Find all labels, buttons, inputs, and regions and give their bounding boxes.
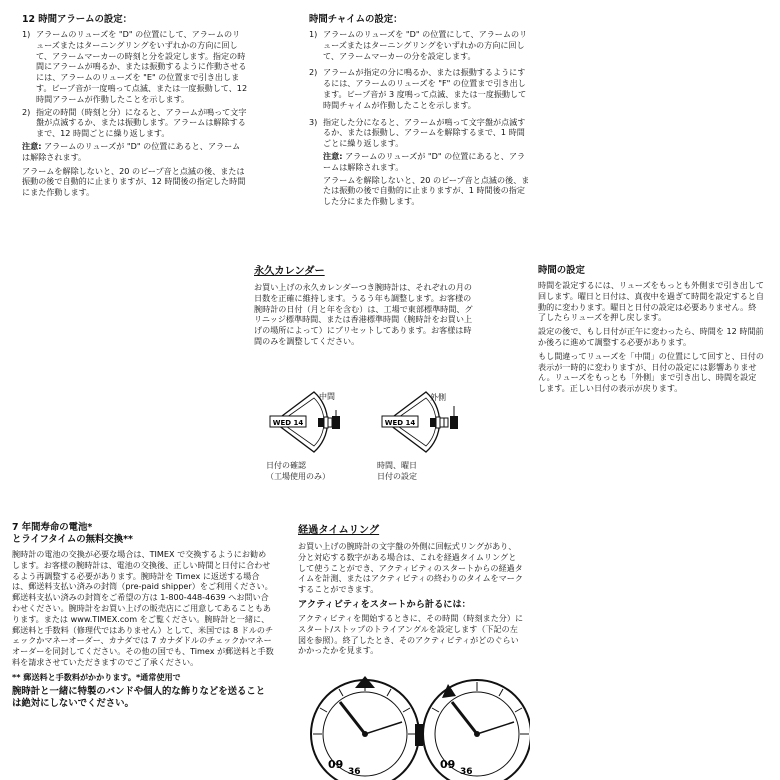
timeset-p1: 時間を設定するには、リューズをもっとも外側まで引き出して回します。曜日と日付は、真夜中を過ぎて時間を設定すると自動的に変わります。曜日と日付の設定は必要ありません。終了したらリューズを押し戻します。 xyxy=(538,280,764,323)
caption-line: 日付の確認 xyxy=(266,461,306,470)
date-window-text: WED 14 xyxy=(384,419,416,427)
timeset-title: 時間の設定 xyxy=(538,265,585,276)
bezel-number: 09 xyxy=(328,758,344,771)
alarm-section xyxy=(22,14,248,201)
list-item xyxy=(309,29,531,61)
alarm-title: 12 時間アラームの設定： xyxy=(22,14,133,25)
caption-left xyxy=(266,461,330,482)
alarm-steps xyxy=(22,29,248,139)
chime-extra: アラームを解除しないと、20 のビープ音と点滅の後、または振動の後で自動的に止まりますが、1 時間後の指定した分にまた作動します。 xyxy=(323,174,530,207)
step-number: 1) xyxy=(309,29,318,39)
alarm-note xyxy=(22,141,248,163)
alarm-extra: アラームを解除しないと、20 のビープ音と点滅の後、または振動の後で自動的に止まりますが、12 時間後の指定した時間にまた作動します。 xyxy=(22,165,246,198)
caption-line: 日付の設定 xyxy=(377,471,417,481)
list-item xyxy=(22,107,248,139)
calendar-title: 永久カレンダー xyxy=(254,266,325,277)
elapsed-section xyxy=(298,524,524,659)
note-text: アラームのリューズが "D" の位置にあると、アラームは解除されます。 xyxy=(323,150,526,172)
caption-right xyxy=(377,461,417,482)
caption-line: （工場使用のみ） xyxy=(266,471,330,481)
crown-diagram xyxy=(262,380,472,460)
chime-note xyxy=(323,151,531,173)
label-middle: 中間 xyxy=(319,392,335,401)
step-text: アラームが指定の分に鳴るか、または振動するようにするには、アラームのリューズを "F" の位置まで引き出します。ビープ音が 3 度鳴って点滅、または一度振動して時間チャイムが作動したことを示します。 xyxy=(323,67,527,110)
step-text: アラームのリューズを "D" の位置にして、アラームのリューズまたはターニングリングをいずれかの方向に回して、アラームマーカーの分を設定します。 xyxy=(323,29,528,61)
chime-steps xyxy=(309,29,531,207)
step-number: 1) xyxy=(22,29,31,39)
bezel-diagram-left xyxy=(311,676,423,780)
elapsed-text-2: アクティビティを開始するときに、その時間（時刻また分）にスタート/ストップのトライアングルを設定します（下記の左図を参照）。終了したとき、そのアクティビティがどのぐらいかかったかを見ます。 xyxy=(298,612,524,656)
battery-title-1: 7 年間寿命の電池* xyxy=(12,522,93,533)
bezel-number: 36 xyxy=(460,767,473,777)
label-outer: 外側 xyxy=(430,393,446,402)
step-number: 2) xyxy=(309,67,318,78)
battery-text: 腕時計の電池の交換が必要な場合は、TIMEX で交換するようにお勧めします。お客様の腕時計は、電池の交換後、正しい時間と日付に合わせるよう再調整する必要があります。腕時計を Timex に返送する場合は、郵送料支払い済みの封筒（pre-paid shipper）をご利用ください。郵送料支払い済みの封筒をご希望の方は 1-800-448-4639 へお問い合わせください。腕時計をお買い上げの販売店にご用意してあることもあります。または www.TIMEX.com をご覧ください。腕時計と一緒に、郵送料と手数料（修理代ではありません）として、米国では 8 ドルのチェックかマネーオーダー、カナダでは 7 カナダドルのチェックかマネーオーダーを同封してください。その他の国でも、Timex が郵送料と手数料を請求させていただきますのでご了承ください。 xyxy=(12,549,274,667)
note-text: アラームのリューズが "D" の位置にあると、アラームは解除されます。 xyxy=(22,140,241,162)
bezel-diagram xyxy=(310,664,530,780)
battery-warning: 腕時計と一緒に特製のバンドや個人的な飾りなどを送ることは絶対にしないでください。 xyxy=(12,685,266,709)
calendar-text: お買い上げの永久カレンダーつき腕時計は、それぞれの月の日数を正確に維持します。うるう年も調整します。お客様の腕時計の日付（月と年を含む）は、工場で東部標準時間、グリニッジ標準時間、または香港標準時間（腕時計をお買い上げの場所によって）にプリセットしてあります。お客様は時間のみを調整してください。 xyxy=(254,282,473,346)
bezel-number: 36 xyxy=(348,767,361,777)
chime-section xyxy=(309,14,531,209)
list-item xyxy=(22,29,248,105)
caption-line: 時間、曜日 xyxy=(377,461,417,470)
battery-title-2: とライフタイムの無料交換** xyxy=(12,534,133,545)
elapsed-title: 経過タイムリング xyxy=(298,525,380,536)
list-item xyxy=(309,117,531,207)
step-text: 指定の時間（時刻と分）になると、アラームが鳴って文字盤が点滅するか、または振動します。アラームは解除するまで、12 時間ごとに繰り返します。 xyxy=(36,106,247,139)
timeset-p2: 設定の後で、もし日付が正午に変わったら、時間を 12 時間前か後ろに進めて調整する必要があります。 xyxy=(538,326,764,347)
calendar-section xyxy=(254,265,476,350)
battery-section xyxy=(12,522,274,713)
note-label: 注意: xyxy=(22,140,42,151)
step-number: 3) xyxy=(309,116,318,127)
bezel-number: 09 xyxy=(440,758,456,771)
step-number: 2) xyxy=(22,106,31,117)
crown-diagram-outer xyxy=(382,392,458,452)
timeset-p3: もし間違ってリューズを「中間」の位置にして回すと、日付の表示が一時的に変わりますが、日付の設定には影響ありません。リューズをもっとも「外側」まで引き出し、時間を設定します。正しい日付の表示が戻ります。 xyxy=(538,350,764,394)
elapsed-text: お買い上げの腕時計の文字盤の外側に回転式リングがあり、分と対応する数字がある場合は、これを経過タイムリングとして使うことができ、アクティビティのスタートからの経過タイムを計測、またはアクティビティの終わりのタイムをマークすることができます。 xyxy=(298,541,523,595)
timeset-section xyxy=(538,265,764,397)
date-window-text: WED 14 xyxy=(272,419,304,427)
battery-footnote: ** 郵送料と手数料がかかります。*通常使用で xyxy=(12,671,181,682)
list-item xyxy=(309,67,531,110)
elapsed-subtitle: アクティビティをスタートから計るには： xyxy=(298,598,471,610)
note-label: 注意: xyxy=(323,150,343,161)
chime-title: 時間チャイムの設定： xyxy=(309,14,403,25)
bezel-diagram-right xyxy=(423,680,530,780)
step-text: 指定した分になると、アラームが鳴って文字盤が点滅するか、または振動し、アラームを解除するまで、1 時間ごとに繰り返します。 xyxy=(323,116,526,149)
step-text: アラームのリューズを "D" の位置にして、アラームのリューズまたはターニングリングをいずれかの方向に回して、アラームマーカーの時刻と分を設定します。指定の時間にアラームが鳴るか、または振動するように作動させるには、アラームのリューズを "E" の位置まで引き出します。ビープ音が一度鳴って点滅、または一度振動して、12 時間アラームが作動したことを示します。 xyxy=(36,29,248,104)
